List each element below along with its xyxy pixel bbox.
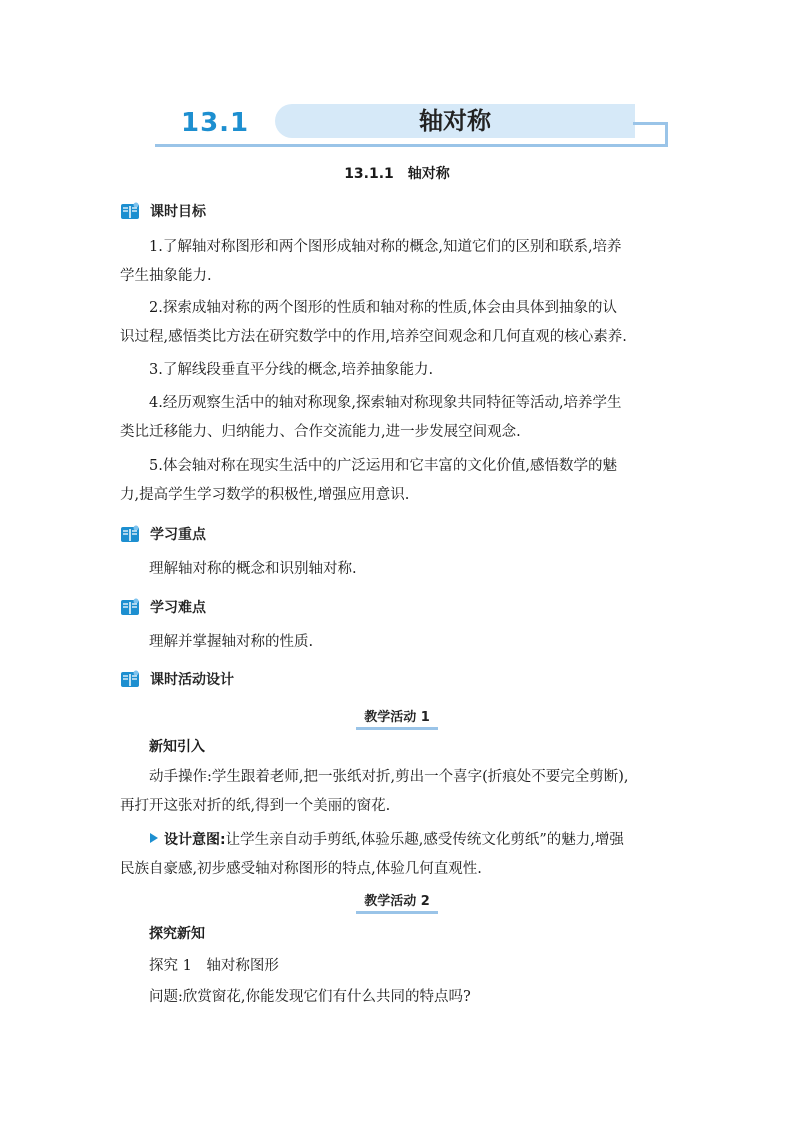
key-points-line: 理解轴对称的概念和识别轴对称. [149, 561, 357, 577]
design-intent-line2: 民族自豪感,初步感受轴对称图形的特点,体验几何直观性. [120, 861, 482, 877]
section-activities-label: 课时活动设计 [150, 672, 234, 688]
key-points-text [120, 555, 680, 584]
section-difficulties-heading [120, 597, 206, 617]
goal-4-line1: 4.经历观察生活中的轴对称现象,探索轴对称现象共同特征等活动,培养学生 [149, 395, 622, 411]
chapter-number: 13.1 [181, 108, 250, 138]
goal-4-line2: 类比迁移能力、归纳能力、合作交流能力,进一步发展空间观念. [120, 424, 521, 440]
activity-2-heading: 探究新知 [149, 926, 205, 942]
goal-1-line2: 学生抽象能力. [120, 268, 212, 284]
activity-1-design [120, 826, 680, 884]
book-icon [120, 202, 140, 220]
header-right-bar [665, 122, 668, 147]
goal-5 [120, 452, 680, 510]
goal-5-line2: 力,提高学生学习数学的积极性,增强应用意识. [120, 487, 410, 503]
book-icon [120, 525, 140, 543]
activity-1-badge [0, 706, 794, 730]
section-difficulties-label: 学习难点 [150, 600, 206, 616]
goal-2-line2: 识过程,感悟类比方法在研究数学中的作用,培养空间观念和几何直观的核心素养. [120, 329, 627, 345]
design-intent-label: 设计意图: [164, 832, 226, 848]
goal-2-line1: 2.探索成轴对称的两个图形的性质和轴对称的性质,体会由具体到抽象的认 [149, 300, 617, 316]
book-icon [120, 670, 140, 688]
section-subtitle: 13.1.1 轴对称 [344, 166, 450, 182]
goal-4 [120, 389, 680, 447]
activity-1-badge-label: 教学活动 1 [356, 706, 438, 730]
chapter-title: 轴对称 [419, 107, 491, 135]
goal-3 [120, 356, 680, 385]
section-goals-label: 课时目标 [150, 204, 206, 220]
activity-1-line1: 动手操作:学生跟着老师,把一张纸对折,剪出一个喜字(折痕处不要完全剪断), [149, 769, 629, 785]
difficulties-text [120, 628, 680, 657]
goal-1 [120, 233, 680, 291]
goal-5-line1: 5.体会轴对称在现实生活中的广泛运用和它丰富的文化价值,感悟数学的魅 [149, 458, 617, 474]
goal-1-line1: 1.了解轴对称图形和两个图形成轴对称的概念,知道它们的区别和联系,培养 [149, 239, 622, 255]
section-key-points-heading [120, 524, 206, 544]
header-underline [155, 144, 668, 147]
section-activities-heading [120, 669, 234, 689]
activity-2-badge-label: 教学活动 2 [356, 890, 438, 914]
chapter-header [155, 100, 670, 152]
goal-3-line1: 3.了解线段垂直平分线的概念,培养抽象能力. [149, 362, 434, 378]
explore-1-question: 问题:欣赏窗花,你能发现它们有什么共同的特点吗? [149, 989, 471, 1005]
section-goals-heading [120, 201, 206, 221]
triangle-arrow-icon [150, 833, 158, 843]
book-icon [120, 598, 140, 616]
design-intent-line1: 让学生亲自动手剪纸,体验乐趣,感受传统文化剪纸”的魅力,增强 [225, 832, 624, 848]
activity-1-text [120, 763, 680, 821]
explore-1-title: 探究 1 轴对称图形 [149, 958, 279, 974]
difficulties-line: 理解并掌握轴对称的性质. [149, 634, 314, 650]
activity-1-heading: 新知引入 [149, 739, 205, 755]
activity-1-line2: 再打开这张对折的纸,得到一个美丽的窗花. [120, 798, 391, 814]
goal-2 [120, 294, 680, 352]
header-tab-line [633, 122, 668, 125]
section-key-points-label: 学习重点 [150, 527, 206, 543]
activity-2-badge [0, 890, 794, 914]
